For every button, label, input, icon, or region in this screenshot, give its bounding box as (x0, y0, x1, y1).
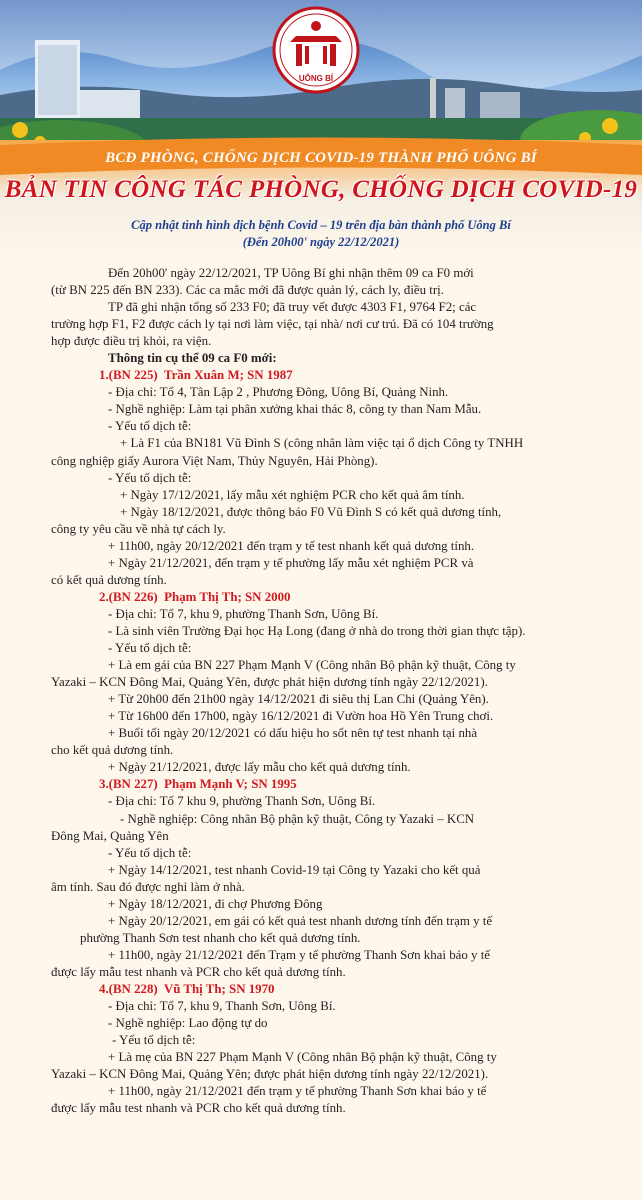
summary-line: TP đã ghi nhận tổng số 233 F0; đã truy vết được 4303 F1, 9764 F2; các (108, 300, 477, 315)
case-detail: + Ngày 18/12/2021, đi chợ Phương Đông (108, 896, 323, 911)
case-detail: công nghiệp giấy Aurora Việt Nam, Thủy Nguyên, Hải Phòng). (51, 453, 378, 468)
summary-line: trường hợp F1, F2 được cách ly tại nơi làm việc, tại nhà/ nơi cư trú. Đã có 104 trường (51, 317, 494, 332)
case-detail: - Yếu tố dịch tễ: (108, 419, 192, 434)
case-detail: + Là mẹ của BN 227 Phạm Mạnh V (Công nhân Bộ phận kỹ thuật, Công ty (108, 1050, 497, 1065)
intro-line: (từ BN 225 đến BN 233). Các ca mắc mới đã được quản lý, cách ly, điều trị. (51, 283, 444, 298)
bulletin-body (0, 265, 642, 1117)
summary-line: hợp được điều trị khỏi, ra viện. (51, 334, 212, 349)
logo-text: UÔNG BÍ (298, 74, 334, 83)
case-detail: - Nghề nghiệp: Công nhân Bộ phận kỹ thuật, Công ty Yazaki – KCN (120, 811, 475, 826)
case-heading: 1.(BN 225) Trần Xuân M; SN 1987 (99, 368, 293, 383)
case-detail: + 11h00, ngày 21/12/2021 đến Trạm y tế phường Thanh Sơn khai báo y tế (108, 947, 490, 962)
case-detail: Đông Mai, Quảng Yên (51, 828, 169, 843)
case-detail: + Ngày 18/12/2021, được thông báo F0 Vũ Đình S có kết quả dương tính, (120, 504, 502, 519)
case-detail: + 11h00, ngày 21/12/2021 đến trạm y tế phường Thanh Sơn khai báo y tế (108, 1084, 487, 1099)
section-heading: Thông tin cụ thể 09 ca F0 mới: (108, 351, 277, 366)
case-detail: - Nghề nghiệp: Làm tại phân xưởng khai thác 8, công ty than Nam Mẫu. (108, 402, 482, 417)
case-detail: - Yếu tố dịch tễ: (108, 470, 192, 485)
case-detail: được lấy mẫu test nhanh và PCR cho kết quả dương tính. (51, 1101, 346, 1116)
case-detail: - Là sinh viên Trường Đại học Hạ Long (đang ở nhà do trong thời gian thực tập). (108, 623, 526, 638)
case-detail: - Địa chỉ: Tổ 7, khu 9, Thanh Sơn, Uông Bí. (108, 999, 336, 1014)
case-detail: - Địa chỉ: Tổ 7 khu 9, phường Thanh Sơn, Uông Bí. (108, 794, 376, 809)
case-detail: - Địa chỉ: Tổ 7, khu 9, phường Thanh Sơn, Uông Bí. (108, 606, 379, 621)
case-detail: có kết quả dương tính. (51, 572, 167, 587)
organization-title: BCĐ PHÒNG, CHỐNG DỊCH COVID-19 THÀNH PHỐ UÔNG BÍ (105, 150, 537, 166)
case-detail: Yazaki – KCN Đông Mai, Quảng Yên, được phát hiện dương tính ngày 22/12/2021). (51, 675, 488, 690)
case-detail: - Yếu tố dịch tễ: (112, 1033, 196, 1048)
case-detail: + Từ 16h00 đến 17h00, ngày 16/12/2021 đi Vườn hoa Hồ Yên Trung chơi. (108, 709, 494, 724)
case-detail: âm tính. Sau đó được nghỉ làm ở nhà. (51, 879, 245, 894)
case-detail: + Ngày 17/12/2021, lấy mẫu xét nghiệm PCR cho kết quả âm tính. (120, 487, 465, 502)
city-emblem-logo (274, 8, 358, 92)
case-detail: + Ngày 14/12/2021, test nhanh Covid-19 tại Công ty Yazaki cho kết quả (108, 862, 481, 877)
case-detail: + Buổi tối ngày 20/12/2021 có dấu hiệu ho sốt nên tự test nhanh tại nhà (108, 726, 478, 741)
case-detail: + Là F1 của BN181 Vũ Đình S (công nhân làm việc tại ổ dịch Công ty TNHH (120, 436, 524, 451)
bulletin-date: (Đến 20h00' ngày 22/12/2021) (242, 235, 400, 249)
case-detail: + 11h00, ngày 20/12/2021 đến trạm y tế test nhanh kết quả dương tính. (108, 538, 475, 553)
case-detail: được lấy mẫu test nhanh và PCR cho kết quả dương tính. (51, 964, 346, 979)
case-detail: - Địa chỉ: Tổ 4, Tân Lập 2 , Phương Đông, Uông Bí, Quảng Ninh. (108, 385, 449, 400)
case-heading: 2.(BN 226) Phạm Thị Th; SN 2000 (99, 589, 291, 604)
case-detail: - Yếu tố dịch tễ: (108, 641, 192, 656)
case-detail: + Ngày 21/12/2021, đến trạm y tế phường lấy mẫu xét nghiệm PCR và (108, 555, 474, 570)
case-detail: + Ngày 21/12/2021, được lấy mẫu cho kết quả dương tính. (108, 760, 411, 775)
case-heading: 4.(BN 228) Vũ Thị Th; SN 1970 (99, 981, 275, 996)
case-detail: cho kết quả dương tính. (51, 743, 174, 758)
bulletin-subtitle: Cập nhật tình hình dịch bệnh Covid – 19 trên địa bàn thành phố Uông Bí (131, 218, 511, 232)
case-detail: + Từ 20h00 đến 21h00 ngày 14/12/2021 đi siêu thị Lan Chi (Quảng Yên). (108, 692, 489, 707)
case-detail: + Là em gái của BN 227 Phạm Mạnh V (Công nhân Bộ phận kỹ thuật, Công ty (108, 658, 516, 673)
case-detail: - Nghề nghiệp: Lao động tự do (108, 1016, 268, 1031)
case-detail: phường Thanh Sơn test nhanh cho kết quả dương tính. (80, 930, 361, 945)
bulletin-title: BẢN TIN CÔNG TÁC PHÒNG, CHỐNG DỊCH COVID-19 (4, 176, 638, 203)
case-detail: công ty yêu cầu về nhà tự cách ly. (51, 521, 226, 536)
case-detail: Yazaki – KCN Đông Mai, Quảng Yên; được phát hiện dương tính ngày 22/12/2021). (51, 1067, 489, 1082)
case-detail: + Ngày 20/12/2021, em gái có kết quả test nhanh dương tính đến trạm y tế (108, 913, 493, 928)
case-heading: 3.(BN 227) Phạm Mạnh V; SN 1995 (99, 777, 297, 792)
case-detail: - Yếu tố dịch tễ: (108, 845, 192, 860)
intro-line: Đến 20h00' ngày 22/12/2021, TP Uông Bí ghi nhận thêm 09 ca F0 mới (108, 266, 474, 280)
